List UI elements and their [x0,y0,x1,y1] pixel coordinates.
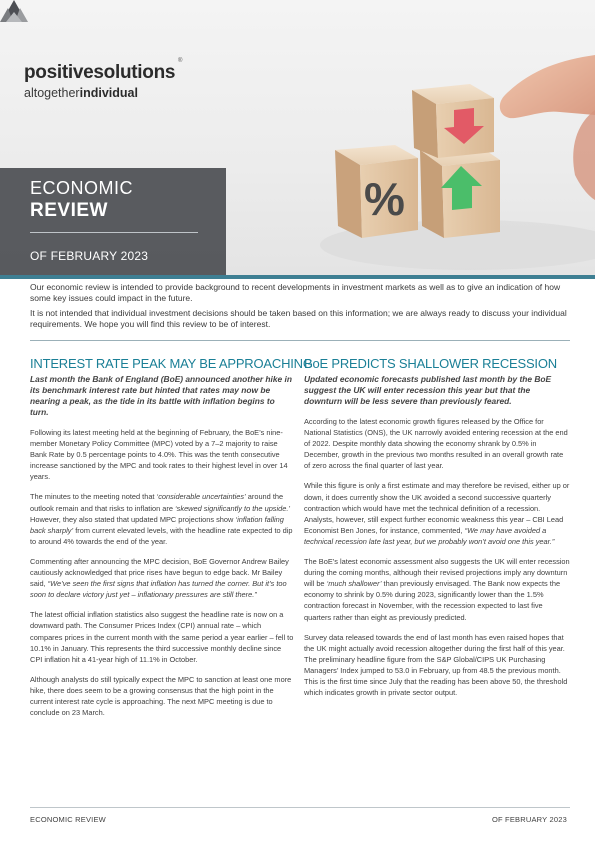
article-heading: BoE PREDICTS SHALLOWER RECESSION [304,356,557,371]
footer-date: OF FEBRUARY 2023 [491,815,567,824]
article-paragraph: Although analysts do still typically expect the MPC to sanction at least one more hike, there does seem to be a growing consensus that the high point in the current interest rate cycle is approaching. The next MPC meeting is due to conclude on 23 March. [30,674,292,718]
article-paragraph: Survey data released towards the end of last month has even raised hopes that the UK might actually avoid recession altogether during the first half of this year. The preliminary headline figure from the S&P Global/CIPS UK Purchasing Managers’ Index jumped to 53.0 in February, up from 48.5 the previous month. This is the first time since July that the reading has been above 50, the threshold which indicates growth in private sector output. [304,632,568,698]
article-paragraph: The BoE’s latest economic assessment also suggests the UK will enter recession during the coming months, although their revised projections imply any downturn will be ‘much shallower’ than previously envisaged. The Bank now expects the economy to shrink by 0.5% during 2023, significantly lower than the 1.5% contraction forecast in November, with the recession expected to last five quarters rather than eight as previously predicted. [304,557,570,622]
percent-icon: % [364,173,405,225]
hero-banner [0,0,595,275]
article-paragraph: While this figure is only a first estimate and may therefore be revised, either up or down, it does currently show the UK avoided a second successive quarterly contraction which would have met the technical definition of a recession. Analysts, however, still expect further economic weakness this year – CBI Lead Economist Ben Jones, for instance, commented, “We may have avoided a technical recession late last year, but we probably won’t avoid one this year.” [304,481,570,546]
title-divider [30,232,198,233]
finger-shape [500,55,595,118]
tagline-light: altogether [24,86,80,100]
article-paragraph: Commenting after announcing the MPC decision, BoE Governor Andrew Bailey cautiously acknowledged that price rises have begun to edge back. Mr Bailey said, “We’ve seen the first signs that inflation has turned the corner. But it’s too soon to declare victory just yet – inflationary pressures are still there.” [30,556,289,600]
registered-mark: ® [178,58,183,64]
logo-word-solutions: solutions [93,62,176,83]
logo-mark-icon [0,0,28,22]
down-arrow-block [412,84,494,158]
accent-strip [0,275,595,279]
article-paragraph: According to the latest economic growth figures released by the Office for National Statistics (ONS), the UK narrowly avoided entering recession at the end of 2022. Despite monthly data showing the economy shrank by 0.5% in December, growth in the previous two months resulted in an overall growth rate of zero across the final quarter of last year. [304,417,568,471]
article-paragraph: The minutes to the meeting noted that ‘considerable uncertainties’ around the outlook remain and that risks to inflation are ‘skewed significantly to the upside.’ However, they also stated that updated MPC projections show ‘inflation falling back sharply’ from current elevated levels, with the headline rate expected to dip to around 4% towards the end of the year. [30,492,293,546]
article-paragraph: The latest official inflation statistics also suggest the headline rate is now on a downward path. The Consumer Prices Index (CPI) annual rate – which compares prices in the current month with the same period a year earlier – fell to 10.1% in January. This represents the third successive monthly decline since CPI inflation hit a 41-year high of 11.1% in October. [30,610,294,664]
brand-tagline [24,86,138,100]
article-recession [304,356,570,707]
article-interest-rate [30,356,313,727]
intro-paragraph-2: It is not intended that individual investment decisions should be taken based on this information; we are always ready to discuss your individual requirements. We hope you will find this review to be of interest. [30,308,567,329]
issue-date: OF FEBRUARY 2023 [30,249,149,263]
intro-paragraph-1: Our economic review is intended to provide background to recent developments in investment markets as well as to give an indication of how some key issues could impact in the future. [30,282,561,303]
title-line-economic: ECONOMIC [30,178,133,198]
footer-divider [30,807,570,808]
intro-divider [30,340,570,341]
footer-title: ECONOMIC REVIEW [30,815,106,824]
logo-word-positive: positive [24,62,94,83]
brand-logo [24,62,175,84]
article-paragraph: Following its latest meeting held at the beginning of February, the BoE’s nine-member Monetary Policy Committee (MPC) voted by a 7–2 majority to raise Bank Rate by 0.5 percentage points to 4.0%. This was the tenth consecutive increase sanctioned by the MPC and took rates to their highest level in over 14 years. [30,428,288,482]
article-lead: Last month the Bank of England (BoE) announced another hike in its benchmark interest rate but hinted that rates may now be nearing a peak, as the tide in its battle with inflation begins to turn. [30,374,292,417]
article-lead: Updated economic forecasts published last month by the BoE suggest the UK will enter recession this year but that the downturn will be less severe than previously feared. [304,374,552,406]
tagline-bold: individual [79,86,138,100]
title-line-review: REVIEW [30,200,108,221]
article-heading: INTEREST RATE PEAK MAY BE APPROACHING [30,356,313,371]
